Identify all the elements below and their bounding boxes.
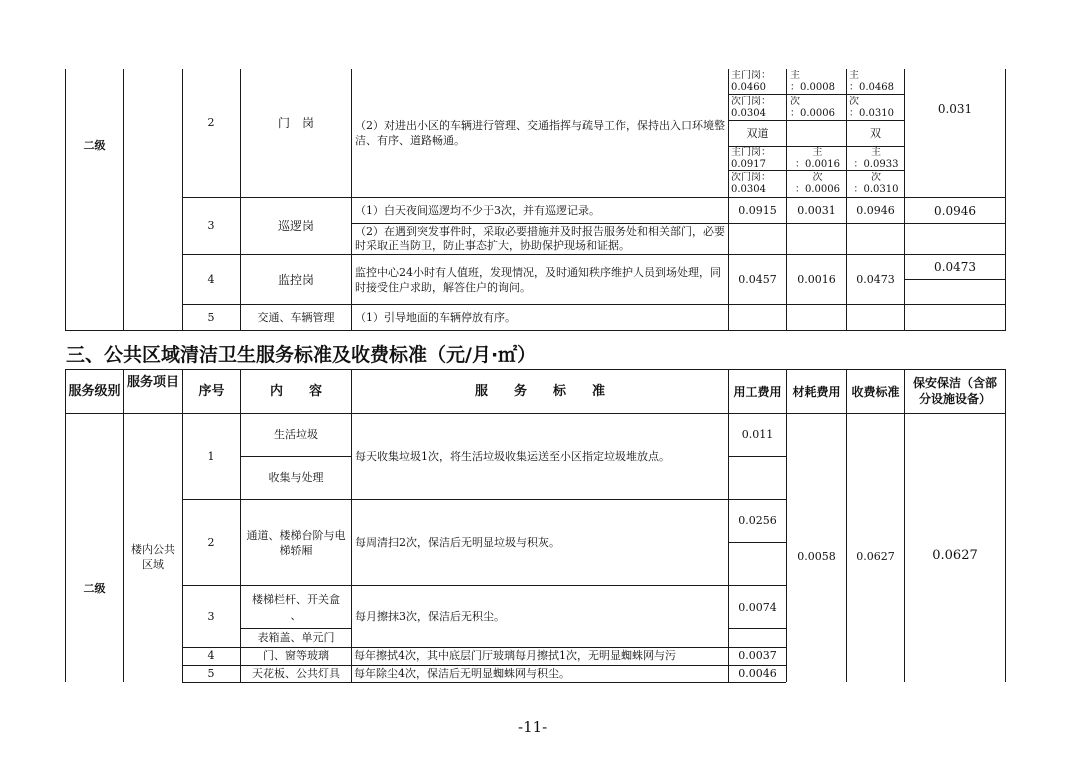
side-gate-material-cell: 次 ：0.0006 xyxy=(790,96,835,119)
header-service-level: 服务级别 xyxy=(68,384,121,399)
content-cell: 门 岗 xyxy=(277,116,314,130)
row-number: 5 xyxy=(207,311,215,324)
total-cell: 0.0627 xyxy=(932,548,978,563)
total-cell: 0.031 xyxy=(937,102,973,116)
service-item-cell: 楼内公共区域 xyxy=(131,543,175,571)
service-level-cell: 二级 xyxy=(83,139,106,152)
labor-cell: 0.0915 xyxy=(738,204,777,217)
labor-cell: 0.0037 xyxy=(738,649,777,662)
header-total: 保安保洁（含部分设施设备） xyxy=(912,376,997,406)
standard-cell: 每月擦抹3次，保洁后无积尘。 xyxy=(355,610,505,623)
double-lane-label: 双道 xyxy=(746,127,769,140)
row-number: 4 xyxy=(207,649,215,662)
row-number: 2 xyxy=(207,536,215,549)
content-cell: 楼梯栏杆、开关盒 xyxy=(252,593,340,606)
labor-cell: 0.0074 xyxy=(738,601,777,614)
row-number: 4 xyxy=(207,273,215,286)
main-gate2-fee-cell: 主 ：0.0933 xyxy=(853,147,899,170)
row-number: 1 xyxy=(207,450,215,463)
row-number: 2 xyxy=(207,116,215,129)
side-gate2-material-cell: 次 ：0.0006 xyxy=(795,172,840,195)
double-label: 双 xyxy=(870,127,881,140)
standard-cell: 每周清扫2次，保洁后无明显垃圾与积灰。 xyxy=(355,536,560,549)
content-cell: 门、窗等玻璃 xyxy=(263,649,329,662)
header-labor: 用工费用 xyxy=(733,385,782,399)
labor-cell: 0.0256 xyxy=(738,514,777,527)
side-gate-fee-cell: 次 ：0.0310 xyxy=(849,96,894,119)
content-cell: 监控岗 xyxy=(277,273,314,287)
header-content: 内 容 xyxy=(269,384,322,399)
standard-cell: 监控中心24小时有人值班，发现情况，及时通知秩序维护人员到场处理，同时接受住户求助，解答住户的询问。 xyxy=(355,266,721,294)
content-cell: 表箱盖、单元门 xyxy=(257,631,335,644)
header-material: 材耗费用 xyxy=(792,385,841,399)
content-cell: 、 xyxy=(290,609,302,622)
row-number: 5 xyxy=(207,667,215,680)
main-gate-material-cell: 主 ：0.0008 xyxy=(790,70,835,93)
section-heading: 三、公共区域清洁卫生服务标准及收费标准（元/月·㎡） xyxy=(66,344,537,366)
material-cell: 0.0031 xyxy=(797,204,836,217)
header-fee: 收费标准 xyxy=(851,385,900,399)
side-gate-labor-cell: 次门岗： 0.0304 xyxy=(731,96,771,119)
main-gate-fee-cell: 主 ：0.0468 xyxy=(849,70,894,93)
content-cell: 收集与处理 xyxy=(268,471,324,484)
material-cell: 0.0016 xyxy=(797,273,836,286)
service-level-cell: 二级 xyxy=(83,582,106,595)
header-standard: 服 务 标 准 xyxy=(474,384,605,399)
fee-cell: 0.0627 xyxy=(856,550,895,563)
fee-cell: 0.0946 xyxy=(856,204,895,217)
standard-cell: 每年除尘4次，保洁后无明显蜘蛛网与积尘。 xyxy=(354,667,570,680)
main-gate2-material-cell: 主 ：0.0016 xyxy=(795,147,840,170)
header-service-item: 服务项目 xyxy=(126,375,179,390)
standard-cell: （1）引导地面的车辆停放有序。 xyxy=(355,311,516,324)
row-number: 3 xyxy=(207,610,215,623)
content-cell: 巡逻岗 xyxy=(277,219,314,233)
main-gate-labor-cell: 主门岗： 0.0460 xyxy=(731,70,771,93)
total-cell: 0.0946 xyxy=(934,204,976,218)
header-number: 序号 xyxy=(198,384,225,399)
total-cell: 0.0473 xyxy=(934,260,976,274)
fee-cell: 0.0473 xyxy=(856,273,895,286)
content-cell: 交通、车辆管理 xyxy=(257,311,335,324)
main-gate2-labor-cell: 主门岗： 0.0917 xyxy=(731,147,771,170)
content-cell: 通道、楼梯台阶与电梯轿厢 xyxy=(246,529,346,557)
content-cell: 天花板、公共灯具 xyxy=(252,667,340,680)
side-gate2-fee-cell: 次 ：0.0310 xyxy=(853,172,899,195)
standard-cell: （2）在遇到突发事件时，采取必要措施并及时报告服务处和相关部门，必要时采取正当防卫，防止事态扩大，协助保护现场和证据。 xyxy=(355,225,725,252)
standard-cell: （1）白天夜间巡逻均不少于3次，并有巡逻记录。 xyxy=(355,204,600,217)
page-number: -11- xyxy=(518,718,548,736)
material-cell: 0.0058 xyxy=(797,550,836,563)
standard-cell: 每天收集垃圾1次，将生活垃圾收集运送至小区指定垃圾堆放点。 xyxy=(355,450,670,463)
standard-cell: 每年擦拭4次，其中底层门厅玻璃每月擦拭1次，无明显蜘蛛网与污 xyxy=(354,649,676,662)
row-number: 3 xyxy=(207,219,215,232)
standard-cell: （2）对进出小区的车辆进行管理、交通指挥与疏导工作，保持出入口环境整洁、有序、道路畅通。 xyxy=(355,119,725,147)
labor-cell: 0.011 xyxy=(741,428,774,441)
labor-cell: 0.0457 xyxy=(738,273,777,286)
labor-cell: 0.0046 xyxy=(738,667,777,680)
side-gate2-labor-cell: 次门岗： 0.0304 xyxy=(731,172,771,195)
content-cell: 生活垃圾 xyxy=(274,428,318,441)
